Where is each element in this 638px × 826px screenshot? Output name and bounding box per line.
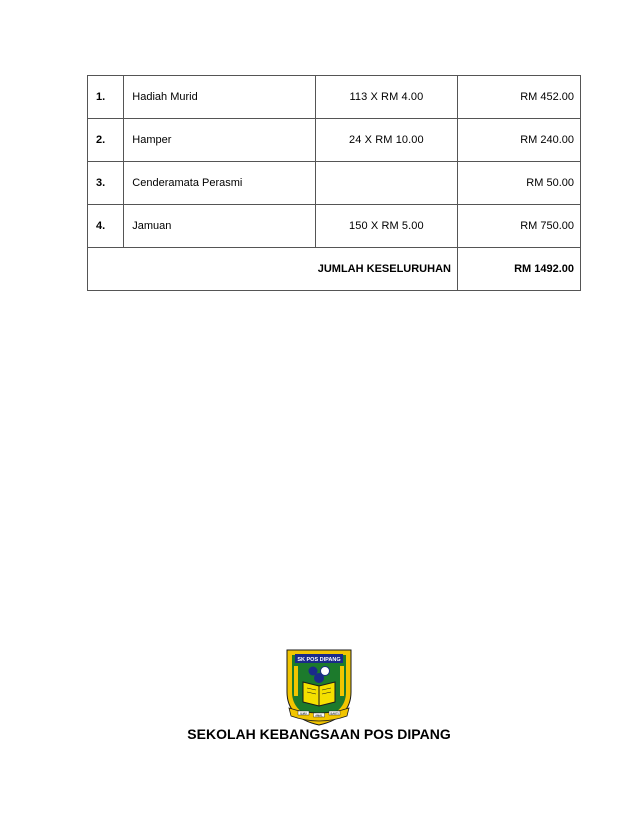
- budget-table: [87, 75, 581, 291]
- item-calculation: 150 X RM 5.00: [315, 205, 457, 248]
- total-row: [88, 248, 581, 291]
- item-amount: RM 452.00: [457, 76, 580, 119]
- row-number: 2.: [88, 119, 124, 162]
- item-name: Hadiah Murid: [124, 76, 316, 119]
- item-calculation: [315, 162, 457, 205]
- table-row: [88, 76, 581, 119]
- school-logo: [283, 648, 355, 726]
- school-name-text: SEKOLAH KEBANGSAAN POS DIPANG: [187, 726, 451, 742]
- school-crest-icon: [283, 648, 355, 726]
- item-name: Cenderamata Perasmi: [124, 162, 316, 205]
- item-calculation: 24 X RM 10.00: [315, 119, 457, 162]
- row-number: 4.: [88, 205, 124, 248]
- item-name: Jamuan: [124, 205, 316, 248]
- total-label: JUMLAH KESELURUHAN: [88, 248, 458, 291]
- table-row: [88, 119, 581, 162]
- logo-banner-text: SK POS DIPANG: [297, 657, 341, 663]
- table-row: [88, 162, 581, 205]
- logo-motto-word: ILMU: [300, 712, 307, 716]
- logo-motto-word: AMAL: [315, 714, 323, 718]
- school-name: [0, 726, 638, 742]
- item-amount: RM 240.00: [457, 119, 580, 162]
- row-number: 3.: [88, 162, 124, 205]
- item-amount: RM 50.00: [457, 162, 580, 205]
- logo-motto-word: BAKTI: [330, 712, 339, 716]
- table-row: [88, 205, 581, 248]
- item-calculation: 113 X RM 4.00: [315, 76, 457, 119]
- total-amount: RM 1492.00: [457, 248, 580, 291]
- item-name: Hamper: [124, 119, 316, 162]
- item-amount: RM 750.00: [457, 205, 580, 248]
- row-number: 1.: [88, 76, 124, 119]
